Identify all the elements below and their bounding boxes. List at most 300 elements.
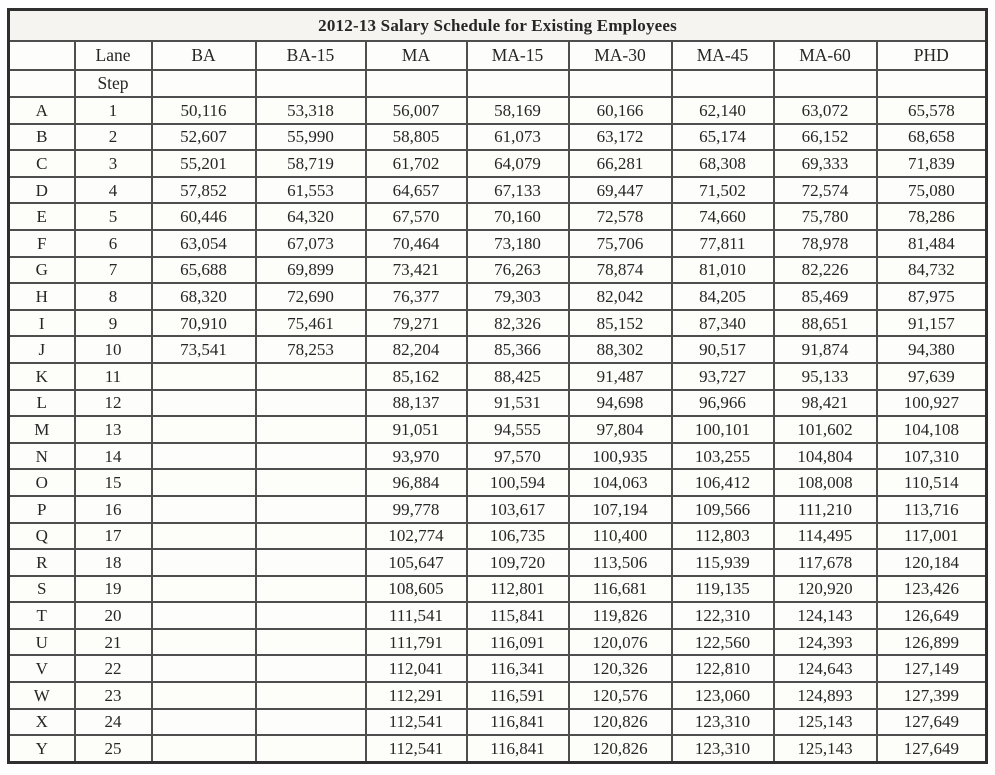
- salary-cell: 64,320: [256, 203, 366, 230]
- step-number-cell: 15: [75, 469, 152, 496]
- salary-cell: 120,576: [569, 682, 672, 709]
- salary-cell: 101,602: [774, 416, 877, 443]
- salary-cell: [152, 709, 256, 736]
- salary-cell: 61,702: [366, 150, 467, 177]
- salary-cell: 124,143: [774, 602, 877, 629]
- step-number-cell: 18: [75, 549, 152, 576]
- salary-cell: [152, 735, 256, 762]
- salary-cell: 78,978: [774, 230, 877, 257]
- blank-cell: [569, 70, 672, 97]
- salary-cell: [152, 443, 256, 470]
- salary-cell: 123,310: [672, 709, 774, 736]
- lane-letter-cell: D: [9, 177, 75, 204]
- salary-cell: 73,541: [152, 336, 256, 363]
- salary-cell: 115,841: [467, 602, 569, 629]
- salary-cell: 97,804: [569, 416, 672, 443]
- step-number-cell: 22: [75, 655, 152, 682]
- salary-cell: 127,649: [877, 735, 987, 762]
- salary-cell: 115,939: [672, 549, 774, 576]
- step-number-cell: 1: [75, 97, 152, 124]
- salary-cell: 106,412: [672, 469, 774, 496]
- salary-cell: 108,008: [774, 469, 877, 496]
- salary-cell: 73,180: [467, 230, 569, 257]
- salary-cell: 68,308: [672, 150, 774, 177]
- salary-cell: 67,073: [256, 230, 366, 257]
- table-row: [9, 655, 987, 682]
- salary-cell: 102,774: [366, 523, 467, 550]
- step-number-cell: 11: [75, 363, 152, 390]
- salary-cell: 124,393: [774, 629, 877, 656]
- salary-cell: 116,841: [467, 709, 569, 736]
- salary-cell: [256, 469, 366, 496]
- step-number-cell: 10: [75, 336, 152, 363]
- salary-cell: 104,108: [877, 416, 987, 443]
- salary-cell: 97,570: [467, 443, 569, 470]
- salary-cell: 85,152: [569, 310, 672, 337]
- salary-cell: 120,326: [569, 655, 672, 682]
- salary-cell: 73,421: [366, 257, 467, 284]
- table-row: [9, 150, 987, 177]
- salary-cell: 58,169: [467, 97, 569, 124]
- salary-cell: 124,893: [774, 682, 877, 709]
- salary-cell: [256, 363, 366, 390]
- salary-cell: 125,143: [774, 735, 877, 762]
- salary-cell: 124,643: [774, 655, 877, 682]
- column-header-row: [9, 41, 987, 70]
- salary-cell: 127,649: [877, 709, 987, 736]
- column-header: MA-60: [774, 41, 877, 70]
- salary-cell: 85,366: [467, 336, 569, 363]
- lane-letter-cell: Y: [9, 735, 75, 762]
- salary-cell: 71,839: [877, 150, 987, 177]
- lane-letter-cell: J: [9, 336, 75, 363]
- column-header: BA: [152, 41, 256, 70]
- table-row: [9, 682, 987, 709]
- salary-cell: 62,140: [672, 97, 774, 124]
- salary-cell: 56,007: [366, 97, 467, 124]
- step-number-cell: 19: [75, 576, 152, 603]
- table-row: [9, 390, 987, 417]
- salary-cell: 109,720: [467, 549, 569, 576]
- salary-cell: 107,310: [877, 443, 987, 470]
- step-number-cell: 2: [75, 124, 152, 151]
- step-number-cell: 9: [75, 310, 152, 337]
- salary-cell: 75,461: [256, 310, 366, 337]
- salary-cell: 81,010: [672, 257, 774, 284]
- table-row: [9, 576, 987, 603]
- salary-cell: 82,042: [569, 283, 672, 310]
- salary-cell: 87,975: [877, 283, 987, 310]
- salary-cell: 106,735: [467, 523, 569, 550]
- salary-cell: 60,166: [569, 97, 672, 124]
- salary-cell: 117,678: [774, 549, 877, 576]
- salary-cell: [256, 443, 366, 470]
- salary-cell: 99,778: [366, 496, 467, 523]
- corner-blank-cell: [9, 41, 75, 70]
- step-number-cell: 21: [75, 629, 152, 656]
- salary-cell: 98,421: [774, 390, 877, 417]
- salary-cell: 71,502: [672, 177, 774, 204]
- table-row: [9, 124, 987, 151]
- salary-cell: 127,399: [877, 682, 987, 709]
- salary-cell: 82,204: [366, 336, 467, 363]
- table-row: [9, 283, 987, 310]
- lane-letter-cell: H: [9, 283, 75, 310]
- salary-cell: 112,291: [366, 682, 467, 709]
- salary-cell: [152, 363, 256, 390]
- salary-cell: 93,970: [366, 443, 467, 470]
- salary-cell: 104,804: [774, 443, 877, 470]
- salary-cell: 91,051: [366, 416, 467, 443]
- salary-cell: 127,149: [877, 655, 987, 682]
- lane-letter-cell: A: [9, 97, 75, 124]
- salary-cell: 69,333: [774, 150, 877, 177]
- salary-cell: 88,137: [366, 390, 467, 417]
- salary-cell: [256, 709, 366, 736]
- salary-cell: 67,133: [467, 177, 569, 204]
- salary-cell: 111,210: [774, 496, 877, 523]
- blank-cell: [256, 70, 366, 97]
- step-number-cell: 17: [75, 523, 152, 550]
- salary-cell: 74,660: [672, 203, 774, 230]
- salary-cell: 78,874: [569, 257, 672, 284]
- salary-cell: 103,617: [467, 496, 569, 523]
- table-row: [9, 203, 987, 230]
- step-number-cell: 5: [75, 203, 152, 230]
- salary-cell: 57,852: [152, 177, 256, 204]
- salary-cell: 95,133: [774, 363, 877, 390]
- salary-cell: 123,310: [672, 735, 774, 762]
- blank-cell: [672, 70, 774, 97]
- column-header: PHD: [877, 41, 987, 70]
- lane-letter-cell: O: [9, 469, 75, 496]
- salary-cell: 112,041: [366, 655, 467, 682]
- salary-cell: 90,517: [672, 336, 774, 363]
- salary-cell: [256, 523, 366, 550]
- column-header: MA: [366, 41, 467, 70]
- salary-cell: 76,263: [467, 257, 569, 284]
- table-row: [9, 363, 987, 390]
- lane-letter-cell: E: [9, 203, 75, 230]
- step-number-cell: 7: [75, 257, 152, 284]
- salary-cell: 63,172: [569, 124, 672, 151]
- salary-cell: 114,495: [774, 523, 877, 550]
- salary-cell: 65,578: [877, 97, 987, 124]
- page-title: 2012-13 Salary Schedule for Existing Employees: [9, 10, 987, 42]
- salary-cell: 120,826: [569, 709, 672, 736]
- salary-cell: 84,205: [672, 283, 774, 310]
- salary-cell: 79,271: [366, 310, 467, 337]
- column-header: BA-15: [256, 41, 366, 70]
- salary-cell: [256, 390, 366, 417]
- salary-cell: 113,506: [569, 549, 672, 576]
- salary-cell: [152, 655, 256, 682]
- salary-cell: 84,732: [877, 257, 987, 284]
- salary-cell: 91,487: [569, 363, 672, 390]
- salary-cell: 100,927: [877, 390, 987, 417]
- salary-cell: 72,690: [256, 283, 366, 310]
- salary-cell: 120,184: [877, 549, 987, 576]
- title-row: [9, 10, 987, 42]
- salary-cell: 100,594: [467, 469, 569, 496]
- salary-cell: 76,377: [366, 283, 467, 310]
- step-number-cell: 23: [75, 682, 152, 709]
- salary-cell: 103,255: [672, 443, 774, 470]
- salary-cell: 120,076: [569, 629, 672, 656]
- salary-cell: 100,101: [672, 416, 774, 443]
- salary-cell: 119,826: [569, 602, 672, 629]
- salary-cell: [256, 496, 366, 523]
- salary-cell: 63,054: [152, 230, 256, 257]
- salary-cell: 112,803: [672, 523, 774, 550]
- salary-cell: 70,910: [152, 310, 256, 337]
- salary-cell: 109,566: [672, 496, 774, 523]
- lane-letter-cell: B: [9, 124, 75, 151]
- salary-cell: 94,555: [467, 416, 569, 443]
- lane-letter-cell: X: [9, 709, 75, 736]
- lane-letter-cell: P: [9, 496, 75, 523]
- salary-cell: 66,281: [569, 150, 672, 177]
- salary-cell: 116,591: [467, 682, 569, 709]
- table-row: [9, 97, 987, 124]
- salary-cell: 116,841: [467, 735, 569, 762]
- step-number-cell: 4: [75, 177, 152, 204]
- salary-cell: 111,541: [366, 602, 467, 629]
- lane-letter-cell: M: [9, 416, 75, 443]
- step-number-cell: 13: [75, 416, 152, 443]
- table-row: [9, 523, 987, 550]
- salary-cell: 88,425: [467, 363, 569, 390]
- salary-cell: 112,801: [467, 576, 569, 603]
- step-header-row: [9, 70, 987, 97]
- table-row: [9, 469, 987, 496]
- salary-cell: 91,157: [877, 310, 987, 337]
- lane-letter-cell: W: [9, 682, 75, 709]
- lane-letter-cell: R: [9, 549, 75, 576]
- salary-cell: 64,079: [467, 150, 569, 177]
- blank-cell: [774, 70, 877, 97]
- salary-cell: [152, 469, 256, 496]
- lane-letter-cell: F: [9, 230, 75, 257]
- salary-cell: 112,541: [366, 735, 467, 762]
- lane-letter-cell: V: [9, 655, 75, 682]
- lane-letter-cell: T: [9, 602, 75, 629]
- blank-cell: [366, 70, 467, 97]
- salary-cell: [256, 682, 366, 709]
- salary-cell: 88,651: [774, 310, 877, 337]
- salary-cell: 64,657: [366, 177, 467, 204]
- salary-cell: [152, 602, 256, 629]
- salary-cell: 58,719: [256, 150, 366, 177]
- salary-cell: 65,174: [672, 124, 774, 151]
- step-number-cell: 8: [75, 283, 152, 310]
- step-number-cell: 20: [75, 602, 152, 629]
- lane-letter-cell: C: [9, 150, 75, 177]
- salary-cell: 116,341: [467, 655, 569, 682]
- salary-cell: 82,326: [467, 310, 569, 337]
- table-row: [9, 602, 987, 629]
- salary-cell: 50,116: [152, 97, 256, 124]
- salary-cell: 126,899: [877, 629, 987, 656]
- salary-cell: 70,464: [366, 230, 467, 257]
- step-number-cell: 24: [75, 709, 152, 736]
- salary-cell: 81,484: [877, 230, 987, 257]
- salary-cell: 72,574: [774, 177, 877, 204]
- salary-cell: 126,649: [877, 602, 987, 629]
- step-number-cell: 14: [75, 443, 152, 470]
- salary-cell: 61,553: [256, 177, 366, 204]
- salary-cell: [256, 655, 366, 682]
- lane-letter-cell: U: [9, 629, 75, 656]
- step-number-cell: 16: [75, 496, 152, 523]
- table-row: [9, 443, 987, 470]
- salary-cell: 88,302: [569, 336, 672, 363]
- salary-schedule-table: [7, 8, 988, 764]
- blank-cell: [9, 70, 75, 97]
- salary-cell: 93,727: [672, 363, 774, 390]
- salary-cell: 70,160: [467, 203, 569, 230]
- salary-cell: 87,340: [672, 310, 774, 337]
- salary-cell: [152, 682, 256, 709]
- salary-cell: 60,446: [152, 203, 256, 230]
- blank-cell: [877, 70, 987, 97]
- salary-cell: 108,605: [366, 576, 467, 603]
- lane-letter-cell: S: [9, 576, 75, 603]
- lane-letter-cell: L: [9, 390, 75, 417]
- salary-cell: 122,810: [672, 655, 774, 682]
- salary-cell: 119,135: [672, 576, 774, 603]
- lane-letter-cell: N: [9, 443, 75, 470]
- salary-cell: 116,091: [467, 629, 569, 656]
- table-row: [9, 416, 987, 443]
- salary-cell: 113,716: [877, 496, 987, 523]
- salary-cell: 53,318: [256, 97, 366, 124]
- salary-cell: [256, 416, 366, 443]
- salary-cell: 94,698: [569, 390, 672, 417]
- salary-cell: 104,063: [569, 469, 672, 496]
- salary-cell: [152, 416, 256, 443]
- table-row: [9, 549, 987, 576]
- salary-cell: [256, 576, 366, 603]
- column-header: MA-45: [672, 41, 774, 70]
- step-number-cell: 12: [75, 390, 152, 417]
- table-row: [9, 629, 987, 656]
- salary-cell: 82,226: [774, 257, 877, 284]
- step-header: Step: [75, 70, 152, 97]
- salary-cell: 75,780: [774, 203, 877, 230]
- salary-cell: 61,073: [467, 124, 569, 151]
- salary-cell: [256, 629, 366, 656]
- salary-cell: 66,152: [774, 124, 877, 151]
- salary-cell: 72,578: [569, 203, 672, 230]
- table-row: [9, 735, 987, 762]
- salary-cell: 52,607: [152, 124, 256, 151]
- blank-cell: [152, 70, 256, 97]
- salary-cell: 55,990: [256, 124, 366, 151]
- salary-cell: [256, 735, 366, 762]
- salary-cell: 117,001: [877, 523, 987, 550]
- salary-cell: 55,201: [152, 150, 256, 177]
- step-number-cell: 6: [75, 230, 152, 257]
- table-row: [9, 496, 987, 523]
- salary-cell: 65,688: [152, 257, 256, 284]
- salary-cell: 78,286: [877, 203, 987, 230]
- salary-cell: [152, 496, 256, 523]
- table-row: [9, 177, 987, 204]
- table-row: [9, 230, 987, 257]
- salary-cell: 69,447: [569, 177, 672, 204]
- lane-letter-cell: G: [9, 257, 75, 284]
- salary-cell: 85,162: [366, 363, 467, 390]
- salary-cell: 122,310: [672, 602, 774, 629]
- salary-cell: 85,469: [774, 283, 877, 310]
- blank-cell: [467, 70, 569, 97]
- lane-letter-cell: I: [9, 310, 75, 337]
- salary-cell: 94,380: [877, 336, 987, 363]
- salary-cell: 100,935: [569, 443, 672, 470]
- salary-cell: [152, 523, 256, 550]
- salary-cell: 105,647: [366, 549, 467, 576]
- salary-cell: 123,060: [672, 682, 774, 709]
- salary-cell: 112,541: [366, 709, 467, 736]
- step-number-cell: 25: [75, 735, 152, 762]
- salary-cell: 120,826: [569, 735, 672, 762]
- salary-cell: 111,791: [366, 629, 467, 656]
- salary-cell: 116,681: [569, 576, 672, 603]
- salary-cell: [152, 576, 256, 603]
- column-header: MA-15: [467, 41, 569, 70]
- salary-cell: 96,884: [366, 469, 467, 496]
- salary-cell: [256, 549, 366, 576]
- salary-cell: 68,320: [152, 283, 256, 310]
- salary-cell: 67,570: [366, 203, 467, 230]
- salary-cell: 77,811: [672, 230, 774, 257]
- lane-header: Lane: [75, 41, 152, 70]
- salary-cell: 96,966: [672, 390, 774, 417]
- salary-cell: 63,072: [774, 97, 877, 124]
- salary-cell: 110,400: [569, 523, 672, 550]
- salary-cell: 79,303: [467, 283, 569, 310]
- salary-cell: 78,253: [256, 336, 366, 363]
- salary-cell: 58,805: [366, 124, 467, 151]
- salary-cell: 69,899: [256, 257, 366, 284]
- salary-cell: 75,080: [877, 177, 987, 204]
- salary-cell: [152, 390, 256, 417]
- table-row: [9, 257, 987, 284]
- salary-cell: 91,531: [467, 390, 569, 417]
- table-row: [9, 709, 987, 736]
- salary-cell: 91,874: [774, 336, 877, 363]
- table-row: [9, 336, 987, 363]
- salary-cell: 68,658: [877, 124, 987, 151]
- salary-cell: 125,143: [774, 709, 877, 736]
- salary-cell: [152, 629, 256, 656]
- salary-cell: 110,514: [877, 469, 987, 496]
- table-row: [9, 310, 987, 337]
- lane-letter-cell: K: [9, 363, 75, 390]
- salary-cell: [256, 602, 366, 629]
- salary-cell: 122,560: [672, 629, 774, 656]
- step-number-cell: 3: [75, 150, 152, 177]
- salary-cell: 75,706: [569, 230, 672, 257]
- column-header: MA-30: [569, 41, 672, 70]
- salary-cell: 97,639: [877, 363, 987, 390]
- salary-cell: 123,426: [877, 576, 987, 603]
- salary-cell: 120,920: [774, 576, 877, 603]
- salary-cell: 107,194: [569, 496, 672, 523]
- lane-letter-cell: Q: [9, 523, 75, 550]
- salary-cell: [152, 549, 256, 576]
